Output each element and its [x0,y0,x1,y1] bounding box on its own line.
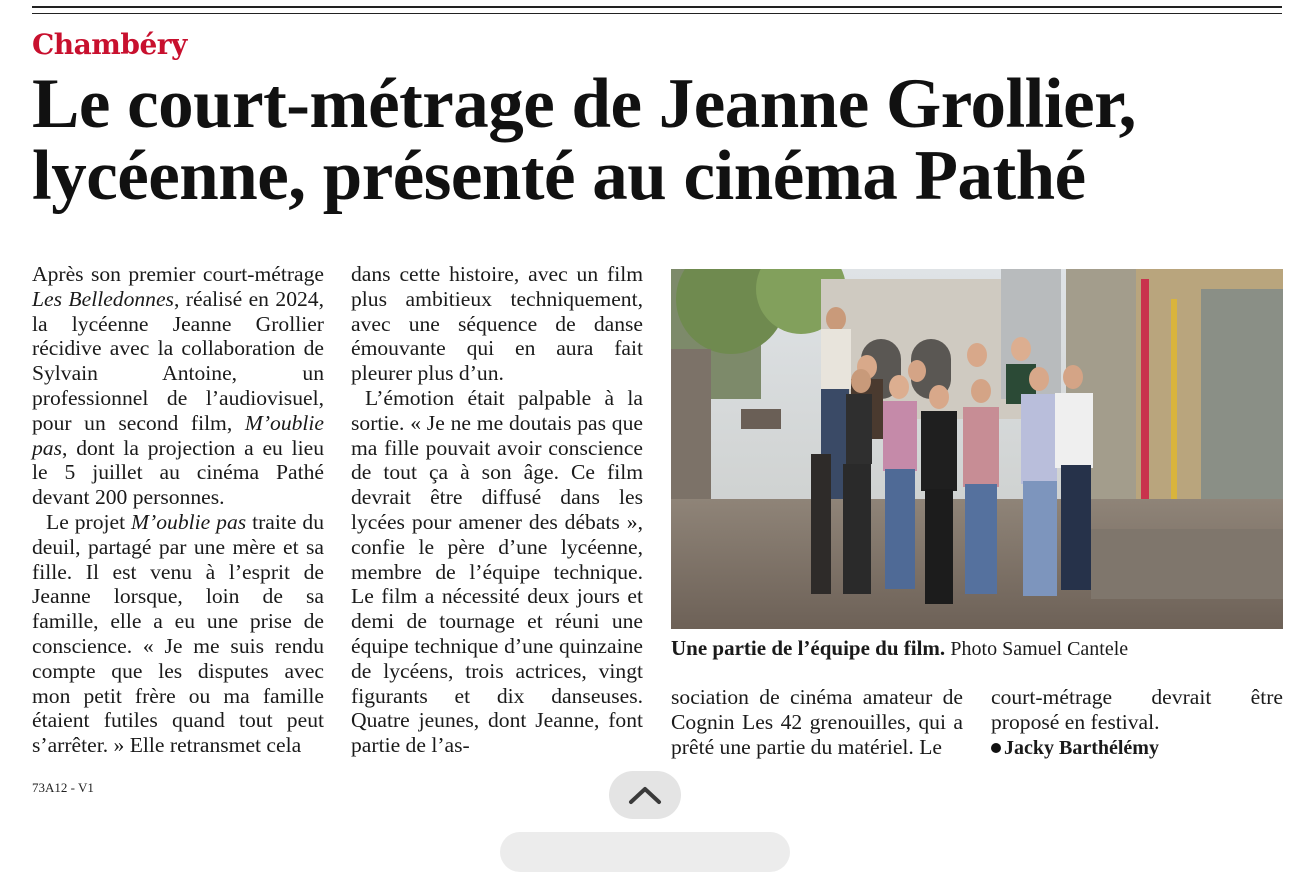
group-photo-image [671,269,1283,629]
author-name: Jacky Barthélémy [1004,736,1159,759]
paragraph: Le projet M’oublie pas traite du deuil, partagé par une mère et sa fille. Il est venu à l’esprit de Jeanne lorsque, loin de sa famille, elle a eu une prise de conscience. « Je me suis rendu compte que les disputes avec mon petit frère ou ma famille étaient futiles quand tout peut s’arrêter. » Elle retransmet cela [32,509,324,758]
article-column-2 [351,262,643,758]
scroll-to-top-button[interactable] [609,771,681,819]
paragraph: sociation de cinéma amateur de Cognin Les 42 grenouilles, qui a prêté une partie du matériel. Le [671,685,963,759]
bottom-toolbar[interactable] [500,832,790,872]
author-line [991,735,1283,761]
article-column-3 [671,685,963,759]
top-rule-thin [32,13,1282,14]
photo-caption [671,636,1283,661]
paragraph: L’émotion était palpable à la sortie. « Je ne me doutais pas que ma fille pouvait avoir conscience de tout ça à son âge. Ce film devrait être diffusé dans les lycées pour amener des débats », confie le père d’une lycéenne, membre de l’équipe technique. Le film a nécessité deux jours et demi de tournage et réuni une équipe technique d’une quinzaine de lycéens, trois actrices, vingt figurants et dix danseuses. Quatre jeunes, dont Jeanne, font partie de l’as- [351,385,643,758]
caption-text: Une partie de l’équipe du film. [671,636,946,660]
article-column-4 [991,685,1283,760]
film-title: M’oublie pas [131,509,247,534]
article-column-1 [32,262,324,758]
paragraph: court-métrage devrait être proposé en festival. [991,685,1283,734]
bullet-icon [991,743,1001,753]
section-label: Chambéry [32,28,187,61]
top-rule [32,6,1282,8]
article-photo [671,269,1283,629]
film-title: M’oublie pas [32,410,324,460]
photo-credit: Photo Samuel Cantele [950,638,1129,660]
page-folio: 73A12 - V1 [32,780,94,795]
paragraph: dans cette histoire, avec un film plus ambitieux techniquement, avec une séquence de danse émouvante qui en aura fait pleurer plus d’un. [351,262,643,386]
headline: Le court-métrage de Jeanne Grollier, lycéenne, présenté au cinéma Pathé [32,65,1136,215]
paragraph: Après son premier court-métrage Les Belledonnes, réalisé en 2024, la lycéenne Jeanne Grollier récidive avec la collaboration de Sylvain Antoine, un professionnel de l’audiovisuel, pour un second film, M’oublie pas, dont la projection a eu lieu le 5 juillet au cinéma Pathé devant 200 personnes. [32,262,324,510]
chevron-up-icon [627,783,663,807]
film-title: Les Belledonnes [32,286,174,311]
